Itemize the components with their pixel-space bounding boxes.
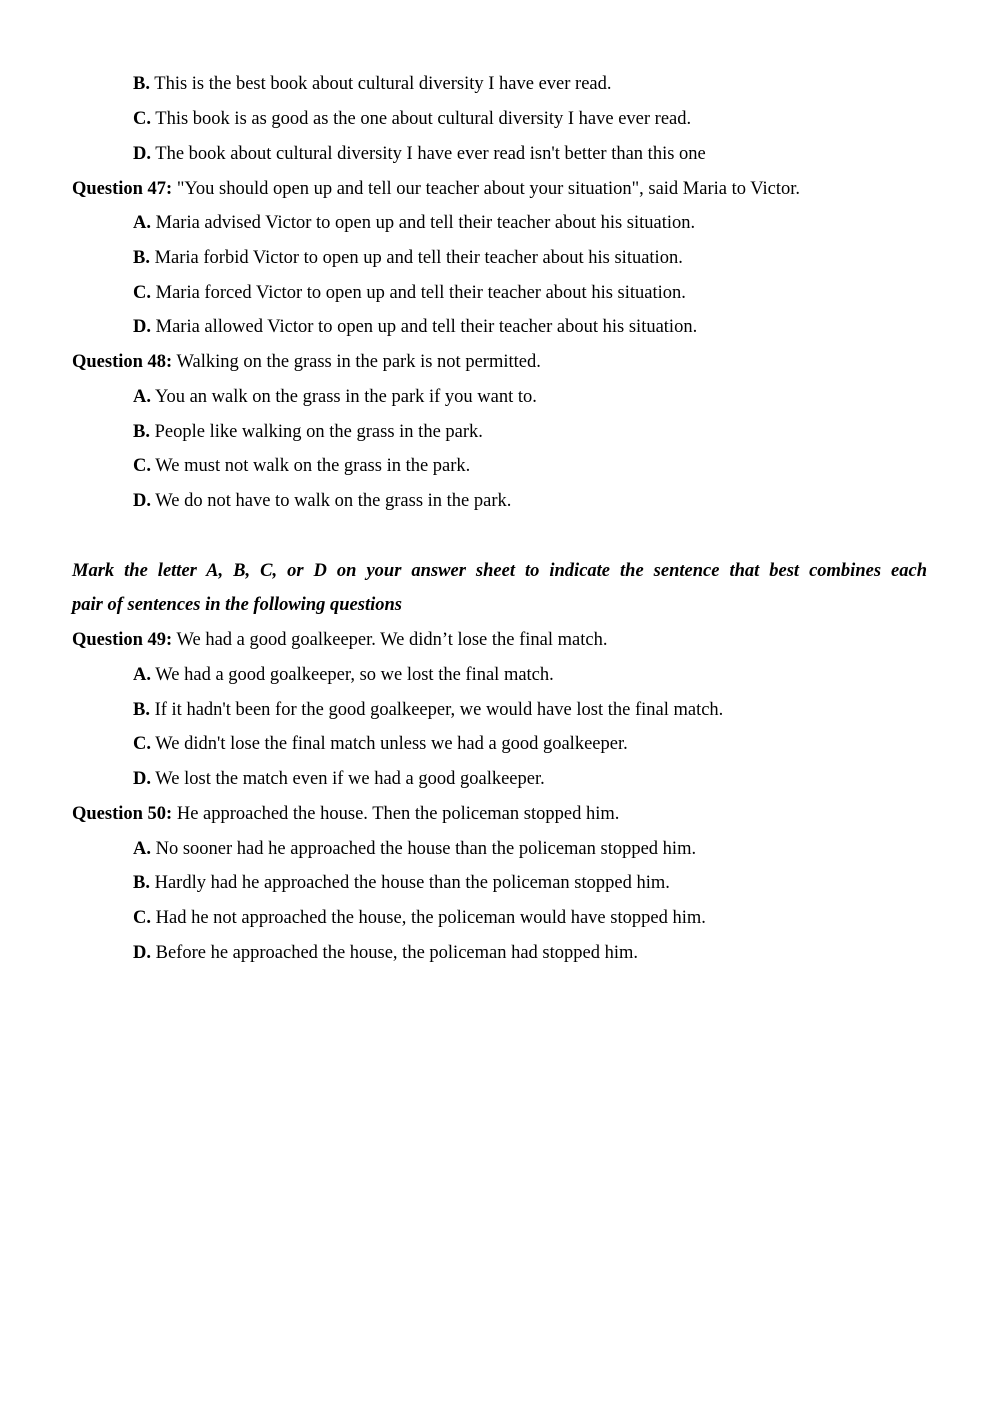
option-letter: C. — [133, 456, 151, 476]
section-instruction-line-1: Mark the letter A, B, C, or D on your answer sheet to indicate the sentence that best combines each — [72, 561, 927, 581]
q49-option-d — [133, 768, 545, 790]
q50-option-d — [133, 942, 638, 964]
option-text: You an walk on the grass in the park if you want to. — [154, 387, 537, 407]
question-48 — [72, 351, 541, 373]
option-letter: B. — [133, 700, 150, 720]
option-text: Maria advised Victor to open up and tell their teacher about his situation. — [155, 213, 696, 233]
option-text: We must not walk on the grass in the park. — [155, 456, 471, 476]
option-text: This is the best book about cultural diversity I have ever read. — [154, 74, 612, 94]
option-letter: C. — [133, 734, 151, 754]
option-text: Had he not approached the house, the policeman would have stopped him. — [155, 908, 706, 928]
option-letter: D. — [133, 769, 151, 789]
option-text: Maria forbid Victor to open up and tell their teacher about his situation. — [154, 248, 683, 268]
question-label: Question 48: — [72, 352, 173, 372]
section-instruction-line-2: pair of sentences in the following questions — [72, 595, 402, 615]
question-stem: He approached the house. Then the policeman stopped him. — [176, 804, 620, 824]
question-label: Question 47: — [72, 179, 173, 199]
q48-option-c — [133, 455, 470, 477]
option-letter: B. — [133, 422, 150, 442]
option-text: We lost the match even if we had a good goalkeeper. — [155, 769, 545, 789]
option-text: Hardly had he approached the house than the policeman stopped him. — [154, 873, 670, 893]
option-text: Before he approached the house, the policeman had stopped him. — [155, 943, 639, 963]
option-letter: C. — [133, 109, 151, 129]
q46-option-d — [133, 143, 706, 165]
q49-option-b — [133, 699, 723, 721]
q50-option-b — [133, 872, 670, 894]
question-label: Question 49: — [72, 630, 173, 650]
question-label: Question 50: — [72, 804, 173, 824]
q47-option-d — [133, 316, 697, 338]
question-stem: We had a good goalkeeper. We didn’t lose the final match. — [176, 630, 608, 650]
option-letter: B. — [133, 873, 150, 893]
q49-option-c — [133, 733, 628, 755]
option-text: We had a good goalkeeper, so we lost the final match. — [155, 665, 554, 685]
q46-option-c — [133, 108, 691, 130]
q48-option-b — [133, 421, 483, 443]
option-letter: D. — [133, 144, 151, 164]
question-47 — [72, 178, 800, 200]
q47-option-a — [133, 212, 695, 234]
q47-option-b — [133, 247, 683, 269]
option-text: This book is as good as the one about cultural diversity I have ever read. — [155, 109, 692, 129]
option-letter: D. — [133, 317, 151, 337]
q48-option-d — [133, 490, 511, 512]
option-letter: A. — [133, 839, 151, 859]
option-letter: A. — [133, 665, 151, 685]
option-text: We didn't lose the final match unless we had a good goalkeeper. — [155, 734, 628, 754]
q47-option-c — [133, 282, 686, 304]
option-letter: C. — [133, 908, 151, 928]
option-letter: A. — [133, 213, 151, 233]
option-text: People like walking on the grass in the park. — [154, 422, 483, 442]
question-stem: Walking on the grass in the park is not permitted. — [176, 352, 541, 372]
option-letter: D. — [133, 943, 151, 963]
question-stem: "You should open up and tell our teacher about your situation", said Maria to Victor. — [176, 179, 801, 199]
option-text: Maria forced Victor to open up and tell their teacher about his situation. — [155, 283, 686, 303]
option-letter: A. — [133, 387, 151, 407]
option-text: The book about cultural diversity I have ever read isn't better than this one — [155, 144, 706, 164]
q50-option-a — [133, 838, 696, 860]
question-50 — [72, 803, 619, 825]
option-text: If it hadn't been for the good goalkeeper, we would have lost the final match. — [154, 700, 724, 720]
q48-option-a — [133, 386, 537, 408]
option-letter: B. — [133, 248, 150, 268]
q49-option-a — [133, 664, 554, 686]
q50-option-c — [133, 907, 706, 929]
option-letter: D. — [133, 491, 151, 511]
option-letter: B. — [133, 74, 150, 94]
q46-option-b — [133, 73, 612, 95]
option-text: No sooner had he approached the house than the policeman stopped him. — [155, 839, 697, 859]
option-text: We do not have to walk on the grass in the park. — [155, 491, 512, 511]
option-text: Maria allowed Victor to open up and tell their teacher about his situation. — [155, 317, 698, 337]
option-letter: C. — [133, 283, 151, 303]
question-49 — [72, 629, 607, 651]
